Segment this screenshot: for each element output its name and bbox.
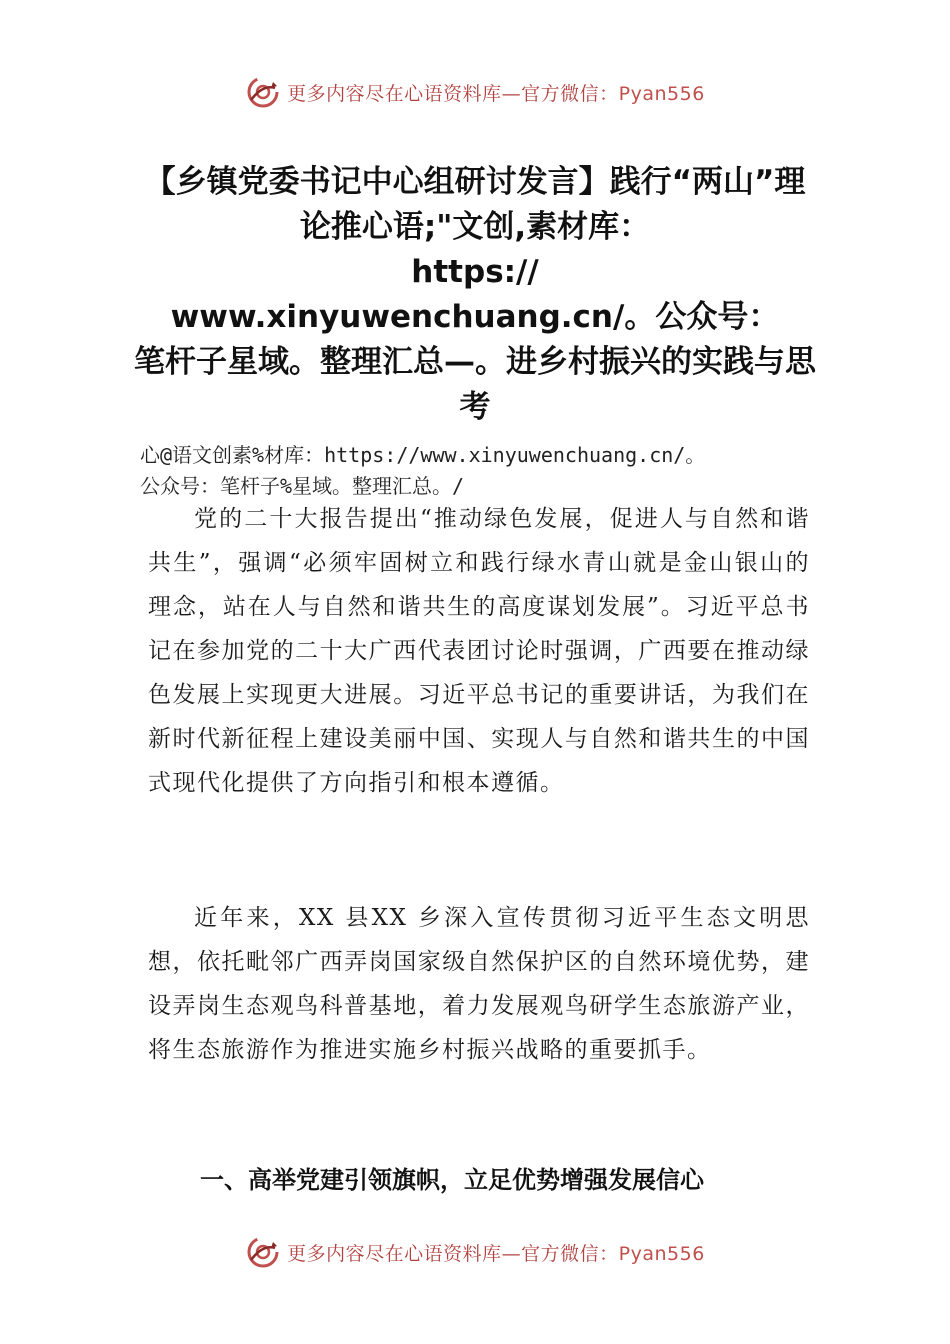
title-url-line-1: https://	[411, 254, 539, 290]
banner-text: 更多内容尽在心语资料库—官方微信：Pyan556	[287, 1242, 705, 1265]
red-swirl-logo-icon	[245, 74, 281, 110]
title-url-line-2: www.xinyuwenchuang.cn/。公众号：	[170, 299, 780, 335]
source-note	[140, 440, 830, 502]
document-title	[130, 160, 820, 430]
section-heading: 一、高举党建引领旗帜，立足优势增强发展信心	[200, 1166, 704, 1194]
body-paragraph-2: 近年来，XX 县XX 乡深入宣传贯彻习近平生态文明思想，依托毗邻广西弄岗国家级自然保护区的自然环境优势，建设弄岗生态观鸟科普基地，着力发展观鸟研学生态旅游产业，将生态旅游作为推进实施乡村振兴战略的重要抓手。	[148, 905, 810, 1063]
red-swirl-logo-icon	[245, 1234, 281, 1270]
banner-wechat-id: Pyan556	[618, 1242, 705, 1265]
title-line-b: 笔杆子星域。整理汇总—。进乡村振兴的实践与思考	[134, 344, 816, 425]
source-note-line-2: 公众号：笔杆子%星域。整理汇总。/	[140, 474, 465, 498]
body-paragraph-1: 党的二十大报告提出“推动绿色发展，促进人与自然和谐共生”，强调“必须牢固树立和践行绿水青山就是金山银山的理念，站在人与自然和谐共生的高度谋划发展”。习近平总书记在参加党的二十大广西代表团讨论时强调，广西要在推动绿色发展上实现更大进展。习近平总书记的重要讲话，为我们在新时代新征程上建设美丽中国、实现人与自然和谐共生的中国式现代化提供了方向指引和根本遵循。	[148, 506, 810, 796]
banner-wechat-id: Pyan556	[618, 82, 705, 105]
banner-text: 更多内容尽在心语资料库—官方微信：Pyan556	[287, 82, 705, 105]
header-watermark-banner	[0, 72, 950, 112]
source-note-line-1: 心@语文创素%材库：https://www.xinyuwenchuang.cn/。	[140, 443, 706, 467]
footer-watermark-banner	[0, 1232, 950, 1272]
title-line-a: 【乡镇党委书记中心组研讨发言】践行“两山”理论推心语;"文创,素材库：	[144, 164, 806, 245]
